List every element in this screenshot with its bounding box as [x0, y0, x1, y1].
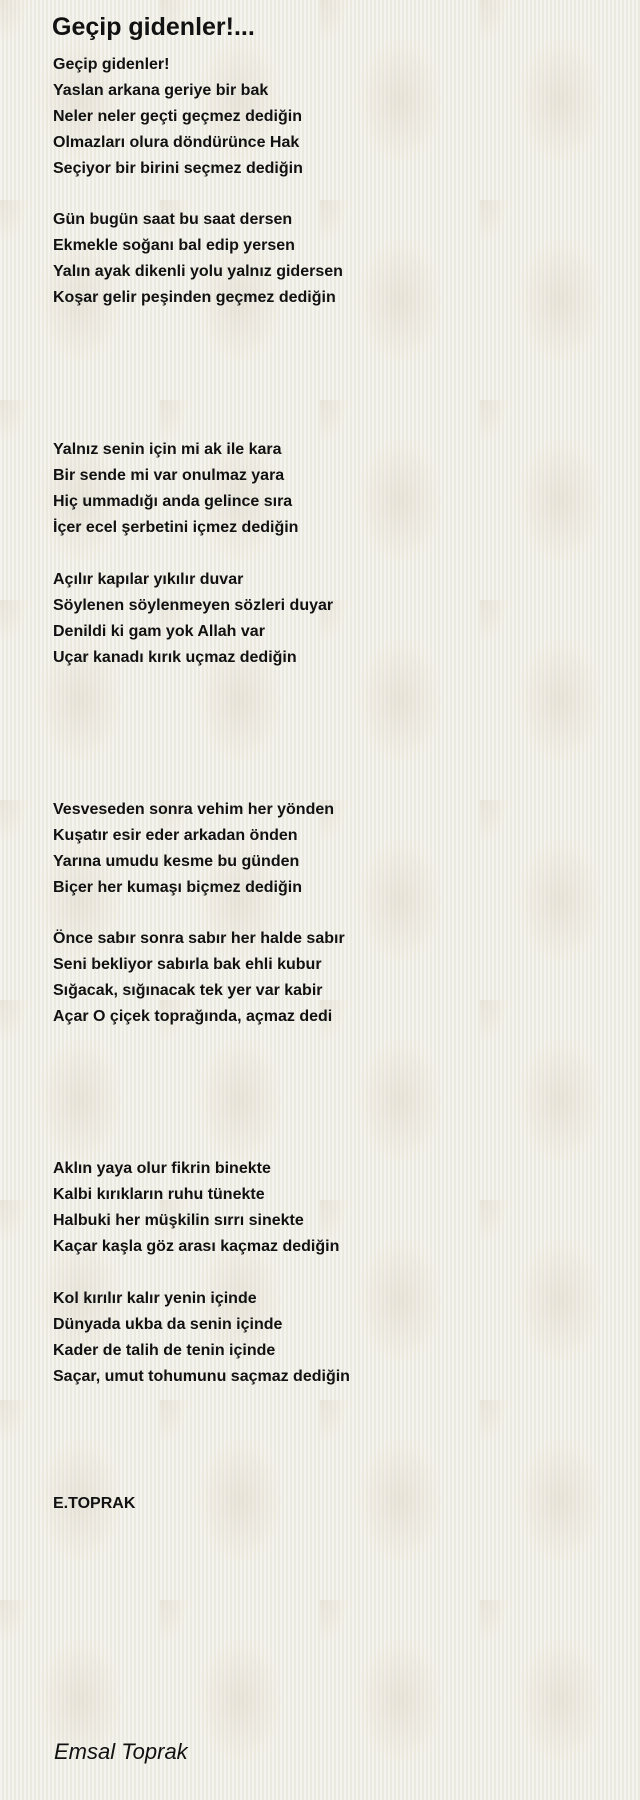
stanza-5: [53, 797, 334, 901]
poem-line: Yaslan arkana geriye bir bak: [53, 82, 269, 99]
stanza-3: [53, 437, 298, 541]
poem-line: Seçiyor bir birini seçmez dediğin: [53, 160, 303, 177]
stanza-8: [53, 1286, 350, 1390]
stanza-1: [53, 52, 303, 182]
poem-line: Bir sende mi var onulmaz yara: [53, 467, 285, 484]
poem-line: Dünyada ukba da senin içinde: [53, 1316, 283, 1333]
poem-line: Kuşatır esir eder arkadan önden: [53, 827, 298, 844]
poem-line: Gün bugün saat bu saat dersen: [53, 211, 293, 228]
poem-line: Sığacak, sığınacak tek yer var kabir: [53, 982, 323, 999]
stanza-4: [53, 567, 333, 671]
poem-line: Koşar gelir peşinden geçmez dediğin: [53, 289, 336, 306]
poem-line: Olmazları olura döndürünce Hak: [53, 134, 300, 151]
poem-line: Neler neler geçti geçmez dediğin: [53, 108, 302, 125]
poem-line: Kader de talih de tenin içinde: [53, 1342, 276, 1359]
poem-line: Yalın ayak dikenli yolu yalnız gidersen: [53, 263, 343, 280]
poem-line: Açar O çiçek toprağında, açmaz dedi: [53, 1008, 333, 1025]
stanza-2: [53, 207, 343, 311]
poem-signature: E.TOPRAK: [53, 1495, 136, 1512]
poem-line: Kaçar kaşla göz arası kaçmaz dediğin: [53, 1238, 340, 1255]
poem-line: Kalbi kırıkların ruhu tünekte: [53, 1186, 265, 1203]
poem-line: Önce sabır sonra sabır her halde sabır: [53, 930, 345, 947]
author-name: Emsal Toprak: [54, 1739, 188, 1764]
poem-line: Ekmekle soğanı bal edip yersen: [53, 237, 295, 254]
poem-line: Kol kırılır kalır yenin içinde: [53, 1290, 257, 1307]
poem-line: İçer ecel şerbetini içmez dediğin: [53, 519, 299, 536]
poem-line: Açılır kapılar yıkılır duvar: [53, 571, 244, 588]
stanza-6: [53, 926, 345, 1030]
poem-line: Aklın yaya olur fikrin binekte: [53, 1160, 271, 1177]
poem-line: Biçer her kumaşı biçmez dediğin: [53, 879, 302, 896]
poem-line: Hiç ummadığı anda gelince sıra: [53, 493, 293, 510]
poem-line: Uçar kanadı kırık uçmaz dediğin: [53, 649, 297, 666]
poem-line: Yarına umudu kesme bu günden: [53, 853, 300, 870]
stanza-7: [53, 1156, 339, 1260]
poem-line: Geçip gidenler!: [53, 56, 170, 73]
poem-line: Söylenen söylenmeyen sözleri duyar: [53, 597, 334, 614]
poem-line: Denildi ki gam yok Allah var: [53, 623, 265, 640]
poem-line: Halbuki her müşkilin sırrı sinekte: [53, 1212, 304, 1229]
poem-title: Geçip gidenler!...: [52, 13, 255, 41]
poem-line: Vesveseden sonra vehim her yönden: [53, 801, 335, 818]
poem-line: Yalnız senin için mi ak ile kara: [53, 441, 282, 458]
poem-line: Seni bekliyor sabırla bak ehli kubur: [53, 956, 322, 973]
poem-line: Saçar, umut tohumunu saçmaz dediğin: [53, 1368, 350, 1385]
